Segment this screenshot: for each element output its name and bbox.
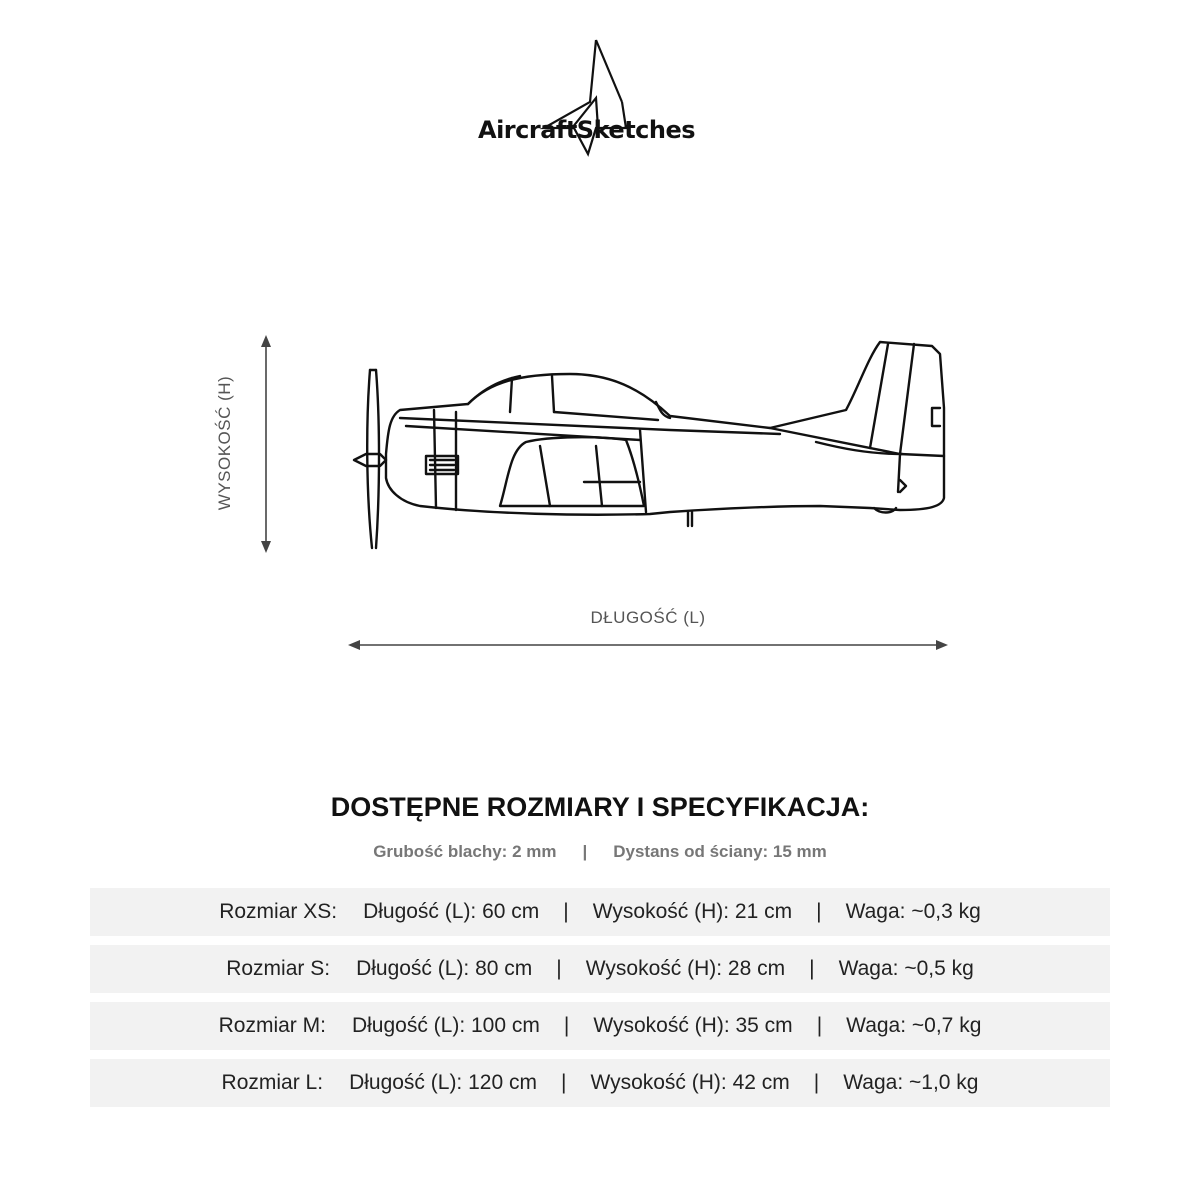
height-label: WYSOKOŚĆ (H) bbox=[215, 375, 234, 511]
size-length: Długość (L): 80 cm bbox=[356, 957, 533, 980]
separator: | bbox=[560, 1071, 567, 1094]
size-name: Rozmiar L: bbox=[221, 1071, 324, 1094]
length-label: DŁUGOŚĆ (L) bbox=[590, 608, 706, 627]
size-name: Rozmiar XS: bbox=[219, 900, 338, 923]
size-row-xs bbox=[90, 888, 1110, 936]
size-table bbox=[90, 888, 1110, 1116]
wall-distance: Dystans od ściany: 15 mm bbox=[613, 842, 827, 861]
spec-subtitle bbox=[0, 842, 1200, 862]
separator: | bbox=[582, 842, 588, 861]
sheet-thickness: Grubość blachy: 2 mm bbox=[373, 842, 557, 861]
size-height: Wysokość (H): 28 cm bbox=[585, 957, 786, 980]
separator: | bbox=[563, 900, 569, 923]
size-length: Długość (L): 60 cm bbox=[363, 900, 540, 923]
size-name: Rozmiar M: bbox=[218, 1014, 326, 1037]
separator: | bbox=[816, 900, 822, 923]
size-weight: Waga: ~0,7 kg bbox=[846, 1014, 982, 1037]
length-arrow bbox=[348, 637, 948, 653]
separator: | bbox=[809, 957, 815, 980]
size-height: Wysokość (H): 42 cm bbox=[590, 1071, 790, 1094]
separator: | bbox=[563, 1014, 570, 1037]
brand-name: AircraftSketches bbox=[478, 116, 696, 144]
size-row-m bbox=[90, 1002, 1110, 1050]
size-name: Rozmiar S: bbox=[226, 957, 331, 980]
size-height: Wysokość (H): 35 cm bbox=[593, 1014, 793, 1037]
size-length: Długość (L): 100 cm bbox=[351, 1014, 540, 1037]
airplane-silhouette-icon bbox=[340, 330, 960, 560]
size-weight: Waga: ~0,3 kg bbox=[845, 900, 981, 923]
separator: | bbox=[816, 1014, 823, 1037]
brand-logo bbox=[470, 36, 730, 161]
separator: | bbox=[813, 1071, 820, 1094]
separator: | bbox=[556, 957, 562, 980]
size-height: Wysokość (H): 21 cm bbox=[592, 900, 793, 923]
size-weight: Waga: ~0,5 kg bbox=[838, 957, 974, 980]
size-weight: Waga: ~1,0 kg bbox=[843, 1071, 979, 1094]
size-length: Długość (L): 120 cm bbox=[349, 1071, 537, 1094]
spec-title: DOSTĘPNE ROZMIARY I SPECYFIKACJA: bbox=[330, 792, 870, 822]
size-row-s bbox=[90, 945, 1110, 993]
height-arrow bbox=[256, 335, 276, 555]
size-row-l bbox=[90, 1059, 1110, 1107]
